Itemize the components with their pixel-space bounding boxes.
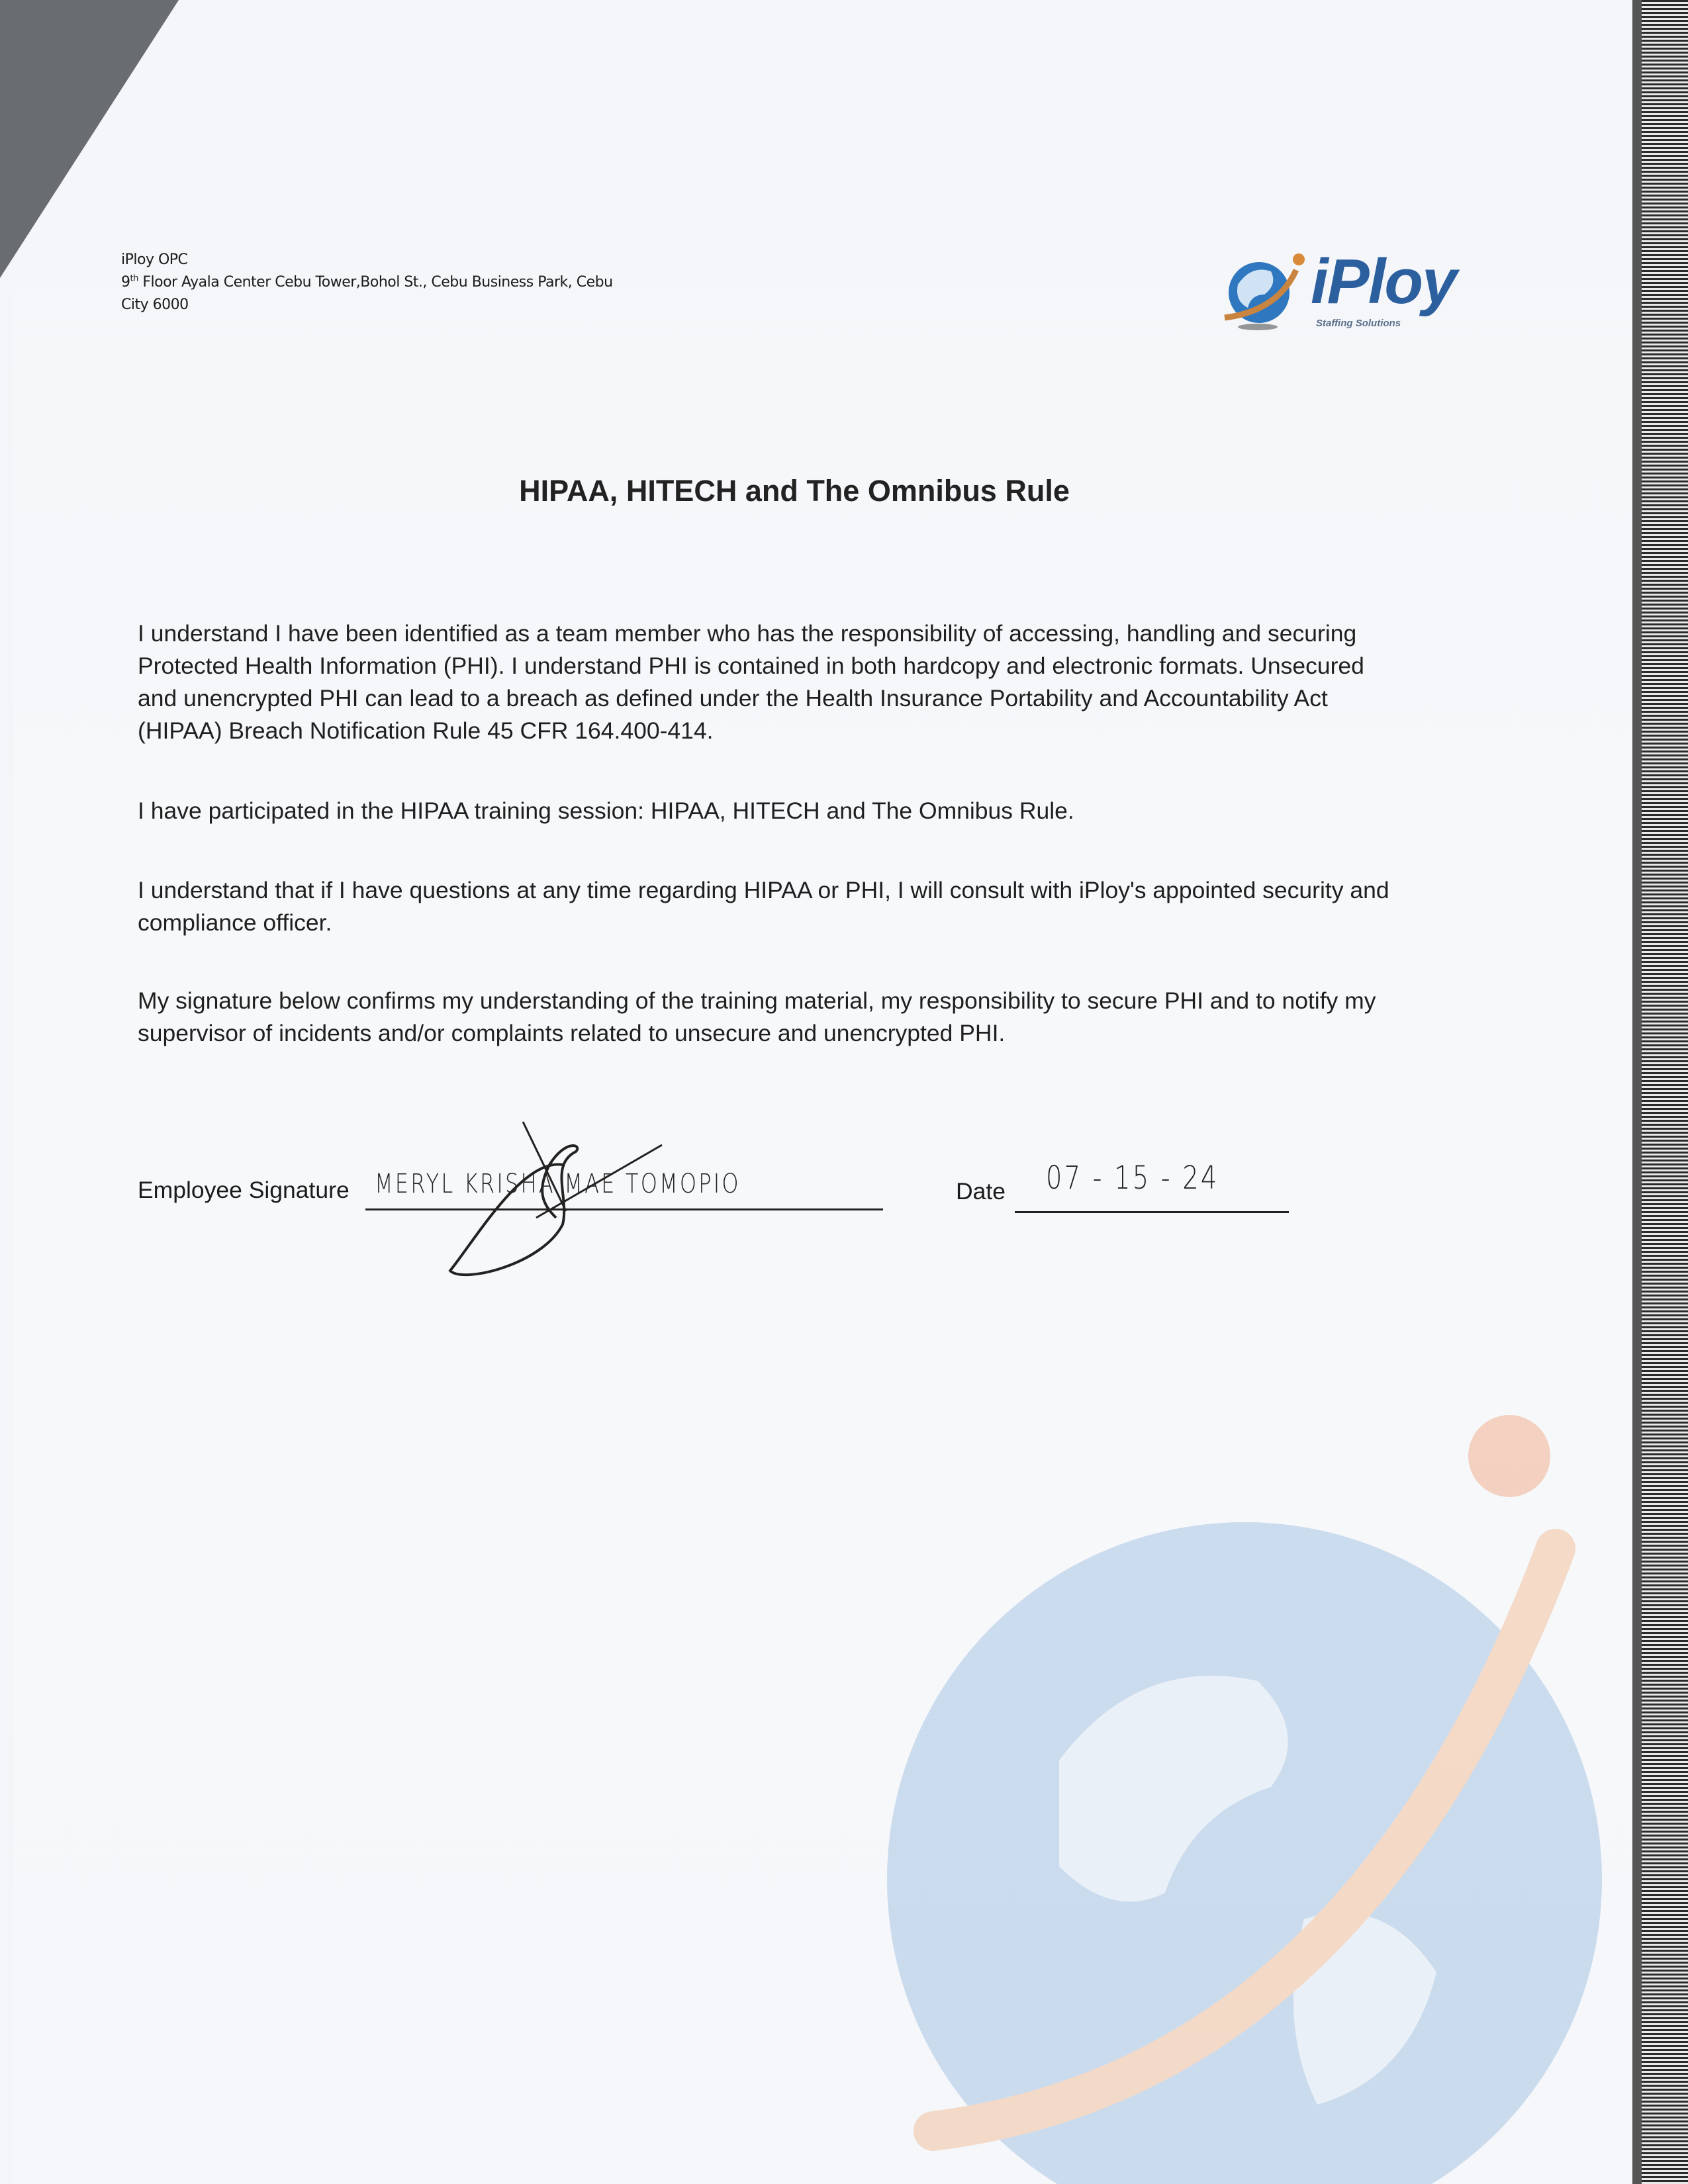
scan-corner-shadow	[0, 0, 179, 278]
letterhead-address	[121, 249, 613, 316]
globe-watermark-icon	[761, 1390, 1635, 2184]
address-floor-suffix: th	[130, 273, 138, 284]
paragraph-line: I understand I have been identified as a team member who has the responsibility of accessing, handling and securing	[138, 620, 1357, 647]
paragraph-training	[138, 795, 1074, 827]
logo-wordmark: iPloy	[1311, 246, 1456, 317]
paragraph-confirmation	[138, 985, 1376, 1050]
date-line	[1015, 1211, 1289, 1213]
iploy-logo	[1218, 246, 1456, 338]
employee-signature-label: Employee Signature	[138, 1177, 350, 1203]
address-street: Floor Ayala Center Cebu Tower,Bohol St., Cebu Business Park, Cebu	[138, 274, 613, 291]
handwritten-date: 07 - 15 - 24	[1046, 1160, 1219, 1197]
company-name: iPloy OPC	[121, 251, 188, 268]
globe-logo-icon	[1218, 251, 1317, 331]
paragraph-line: and unencrypted PHI can lead to a breach as defined under the Health Insurance Portability and Accountability Act	[138, 685, 1328, 711]
handwritten-employee-name: MERYL KRISHA MAE TOMOPIO	[375, 1169, 741, 1199]
address-floor-number: 9	[121, 274, 130, 291]
paragraph-line: supervisor of incidents and/or complaints related to unsecure and unencrypted PHI.	[138, 1020, 1006, 1046]
paragraph-line: I understand that if I have questions at any time regarding HIPAA or PHI, I will consult with iPloy's appointed security and	[138, 877, 1389, 903]
signature-scribble	[424, 1118, 702, 1277]
paragraph-line: I have participated in the HIPAA training session: HIPAA, HITECH and The Omnibus Rule.	[138, 797, 1074, 824]
paragraph-line: (HIPAA) Breach Notification Rule 45 CFR 164.400-414.	[138, 717, 714, 744]
document-title: HIPAA, HITECH and The Omnibus Rule	[519, 474, 1070, 508]
date-label: Date	[956, 1178, 1006, 1205]
logo-tagline: Staffing Solutions	[1316, 318, 1401, 329]
address-line-2: City 6000	[121, 296, 189, 313]
paragraph-line: compliance officer.	[138, 909, 332, 936]
paragraph-responsibility	[138, 617, 1364, 747]
paragraph-line: My signature below confirms my understanding of the training material, my responsibility to secure PHI and to notify my	[138, 987, 1376, 1014]
paragraph-line: Protected Health Information (PHI). I understand PHI is contained in both hardcopy and electronic formats. Unsecured	[138, 653, 1364, 679]
paragraph-questions	[138, 874, 1389, 939]
address-line-1	[121, 271, 613, 294]
